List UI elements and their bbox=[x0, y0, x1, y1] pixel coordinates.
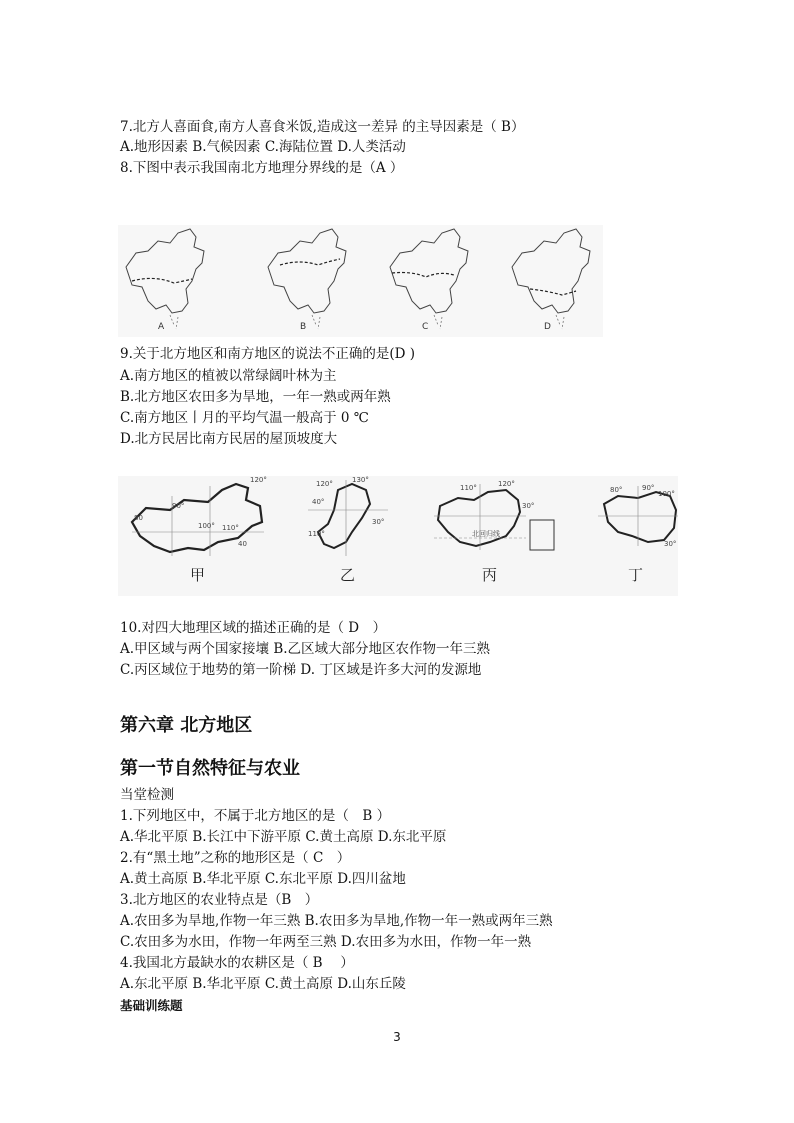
chapter-title: 第六章 北方地区 bbox=[120, 715, 253, 736]
region-maps-svg bbox=[118, 476, 678, 596]
bing-deg-30: 30° bbox=[522, 502, 535, 510]
q9-option-c: C.南方地区丨月的平均气温一般高于 0 ℃ bbox=[120, 410, 369, 426]
yi-deg-40: 40° bbox=[312, 498, 325, 506]
ding-deg-100: 100° bbox=[658, 490, 675, 498]
q9-question: 9.关于北方地区和南方地区的说法不正确的是(D ) bbox=[120, 346, 416, 362]
china-maps-background bbox=[118, 225, 603, 337]
ding-deg-30: 30° bbox=[664, 540, 677, 548]
dt1-options: A.华北平原 B.长江中下游平原 C.黄土高原 D.东北平原 bbox=[120, 829, 447, 845]
dt3-question: 3.北方地区的农业特点是（B ） bbox=[120, 892, 319, 908]
basic-training-heading: 基础训练题 bbox=[120, 998, 183, 1013]
yi-deg-130: 130° bbox=[352, 476, 369, 484]
q10-options-line1: A.甲区域与两个国家接壤 B.乙区域大部分地区农作物一年三熟 bbox=[120, 641, 491, 657]
page-number: 3 bbox=[393, 1030, 401, 1044]
region-label-yi: 乙 bbox=[340, 566, 356, 584]
dt2-question: 2.有“黑土地”之称的地形区是（ C ） bbox=[120, 850, 351, 866]
jia-deg-90: 90° bbox=[172, 502, 185, 510]
dt3-options-line1: A.农田多为旱地,作物一年三熟 B.农田多为旱地,作物一年一熟或两年三熟 bbox=[120, 913, 553, 929]
q7-options: A.地形因素 B.气候因素 C.海陆位置 D.人类活动 bbox=[120, 139, 406, 155]
map-label-a: A bbox=[158, 322, 165, 332]
ding-deg-80: 80° bbox=[610, 486, 623, 494]
bing-deg-120: 120° bbox=[498, 480, 515, 488]
jia-deg-100: 100° bbox=[198, 522, 215, 530]
section-title: 第一节自然特征与农业 bbox=[120, 758, 300, 779]
dt4-question: 4.我国北方最缺水的农耕区是（ B ） bbox=[120, 955, 354, 971]
dt3-options-line2: C.农田多为水田，作物一年两至三熟 D.农田多为水田，作物一年一熟 bbox=[120, 934, 532, 950]
map-label-c: C bbox=[422, 322, 429, 332]
jia-deg-40: 40 bbox=[238, 540, 247, 548]
jia-deg-120: 120° bbox=[250, 476, 267, 484]
dt2-options: A.黄土高原 B.华北平原 C.东北平原 D.四川盆地 bbox=[120, 871, 406, 887]
dt4-options: A.东北平原 B.华北平原 C.黄土高原 D.山东丘陵 bbox=[120, 976, 406, 992]
dt1-question: 1.下列地区中，不属于北方地区的是（ B ） bbox=[120, 808, 391, 824]
region-label-bing: 丙 bbox=[482, 566, 498, 584]
q7-question: 7.北方人喜面食,南方人喜食米饭,造成这一差异 的主导因素是（ B） bbox=[120, 119, 525, 135]
q10-options-line2: C.丙区域位于地势的第一阶梯 D. 丁区域是许多大河的发源地 bbox=[120, 662, 482, 678]
map-label-d: D bbox=[544, 322, 551, 332]
jia-deg-80: 80 bbox=[134, 514, 143, 522]
yi-deg-110: 110° bbox=[308, 530, 325, 538]
q8-question: 8.下图中表示我国南北方地理分界线的是（A ） bbox=[120, 160, 404, 176]
region-label-ding: 丁 bbox=[628, 566, 644, 584]
q10-question: 10.对四大地理区域的描述正确的是（ D ） bbox=[120, 620, 387, 636]
china-maps-svg bbox=[118, 225, 603, 337]
yi-deg-30: 30° bbox=[372, 518, 385, 526]
bing-tropic-label: 北回归线 bbox=[472, 530, 500, 538]
q9-option-d: D.北方民居比南方民居的屋顶坡度大 bbox=[120, 431, 338, 447]
map-label-b: B bbox=[300, 322, 307, 332]
q9-option-a: A.南方地区的植被以常绿阔叶林为主 bbox=[120, 368, 337, 384]
jia-deg-110: 110° bbox=[222, 524, 239, 532]
region-maps-figure bbox=[118, 476, 678, 596]
region-label-jia: 甲 bbox=[190, 566, 206, 584]
ding-deg-90: 90° bbox=[642, 484, 655, 492]
q9-option-b: B.北方地区农田多为旱地，一年一熟或两年熟 bbox=[120, 389, 391, 405]
china-maps-figure bbox=[118, 225, 603, 337]
yi-deg-120: 120° bbox=[316, 480, 333, 488]
subsection-title: 当堂检测 bbox=[120, 787, 174, 803]
bing-deg-110: 110° bbox=[460, 484, 477, 492]
